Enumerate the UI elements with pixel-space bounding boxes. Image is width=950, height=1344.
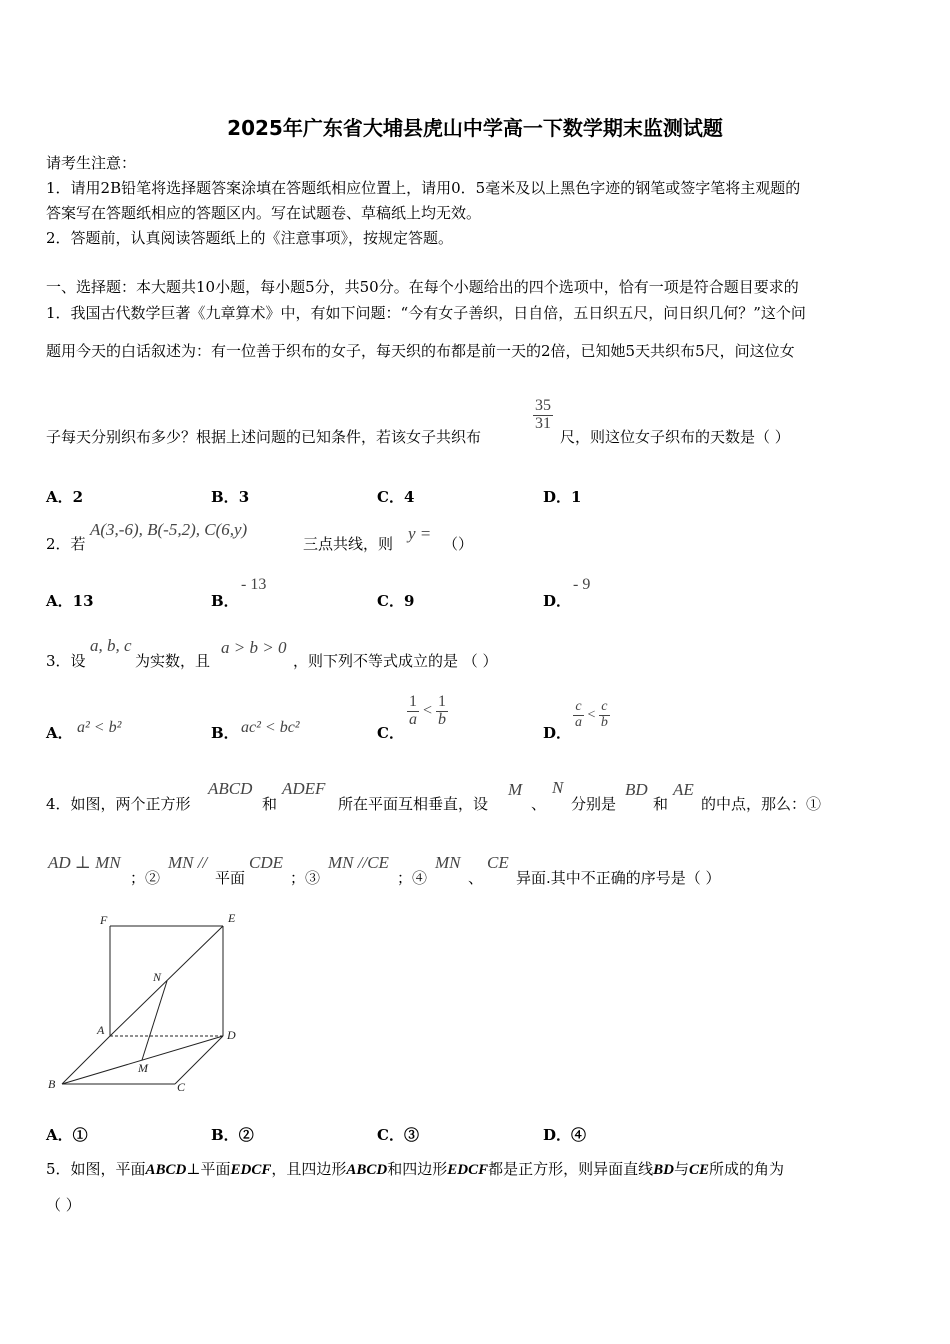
- q3-option-a[interactable]: A．: [46, 724, 73, 742]
- q3-math-abc: a, b, c: [90, 636, 132, 655]
- q2-mid: 三点共线，则: [303, 535, 394, 553]
- q4-figure: [40, 905, 250, 1100]
- q1-line3-post: 尺，则这位女子织布的天数是（ ）: [560, 428, 790, 446]
- q4-s3-post: ；④: [397, 869, 428, 887]
- notice-item2: 2．答题前，认真阅读答题纸上的《注意事项》，按规定答题。: [46, 229, 454, 247]
- q4-sep: 、: [531, 795, 547, 813]
- q2-option-c[interactable]: C．9: [377, 592, 415, 610]
- label-D: D: [227, 1028, 236, 1042]
- q4-mid1: 所在平面互相垂直，设: [338, 795, 489, 813]
- q4-s3: MN //CE: [328, 853, 389, 872]
- label-E: E: [228, 911, 236, 925]
- q3-post: ，则下列不等式成立的是 （ ）: [293, 652, 498, 670]
- page-title: 2025年广东省大埔县虎山中学高一下数学期末监测试题: [227, 116, 723, 140]
- q2-option-d[interactable]: D．: [543, 592, 572, 610]
- q3-option-b-value: ac² < bc²: [241, 719, 300, 736]
- notice-heading: 请考生注意：: [46, 154, 137, 172]
- fraction-denominator: 31: [535, 414, 551, 432]
- q4-M: M: [508, 780, 523, 799]
- q4-and1: 和: [262, 795, 278, 813]
- q4-s1-post: ；②: [130, 869, 161, 887]
- q2-math-y: y =: [408, 524, 432, 543]
- q4-N: N: [552, 778, 564, 797]
- q3-option-c-value: $\frac{1}{a}$ < $\frac{1}{b}$: [409, 693, 447, 728]
- q4-option-b[interactable]: B．②: [211, 1126, 254, 1144]
- q1-option-d[interactable]: D．1: [543, 488, 582, 506]
- q4-s4-sep: 、: [468, 869, 484, 887]
- q4-s4b: CE: [487, 853, 509, 872]
- q4-sq1: ABCD: [208, 779, 253, 798]
- q1-fraction: [533, 398, 553, 433]
- q4-and2: 和: [653, 795, 669, 813]
- q3-option-c[interactable]: C．: [377, 724, 404, 742]
- fraction-35-31: [533, 398, 553, 433]
- q4-AE: AE: [673, 780, 694, 799]
- q3-option-a-value: a² < b²: [77, 719, 122, 736]
- q2-option-d-value: - 9: [573, 576, 591, 593]
- label-A: A: [97, 1023, 105, 1037]
- q1-option-c[interactable]: C．4: [377, 488, 415, 506]
- notice-item1-line1: 1．请用2B铅笔将选择题答案涂填在答题纸相应位置上，请用0．5毫米及以上黑色字迹的钢笔或签字笔将主观题的: [46, 179, 801, 197]
- label-B: B: [48, 1077, 56, 1091]
- q4-pre: 4．如图，两个正方形: [46, 795, 191, 813]
- q1-line2: 题用今天的白话叙述为：有一位善于织布的女子，每天织的布都是前一天的2倍，已知她5天共织布5尺，问这位女: [46, 342, 795, 360]
- q2-option-a[interactable]: A．13: [46, 592, 94, 610]
- q4-s4-post: 异面.其中不正确的序号是（ ）: [516, 869, 721, 887]
- q1-option-a[interactable]: A．2: [46, 488, 84, 506]
- q2-option-b-value: - 13: [241, 576, 267, 593]
- label-N: N: [153, 970, 162, 984]
- label-F: F: [100, 913, 108, 927]
- q4-s4a: MN: [435, 853, 461, 872]
- fraction-numerator: 35: [535, 397, 551, 414]
- q3-option-b[interactable]: B．: [211, 724, 239, 742]
- q4-s2: MN //: [168, 853, 208, 872]
- q1-line3-pre: 子每天分别织布多少？根据上述问题的已知条件，若该女子共织布: [46, 428, 482, 446]
- q4-mid2: 分别是: [571, 795, 617, 813]
- q1-option-b[interactable]: B．3: [211, 488, 250, 506]
- q4-option-d[interactable]: D．④: [543, 1126, 587, 1144]
- q4-s2-plane: CDE: [249, 853, 283, 872]
- q5-line2: （ ）: [46, 1196, 81, 1214]
- q5-line1: 5．如图，平面ABCD⊥平面EDCF，且四边形ABCD和四边形EDCF都是正方形，则异面直线BD与CE所成的角为: [46, 1160, 785, 1178]
- q4-option-a[interactable]: A．①: [46, 1126, 88, 1144]
- label-C: C: [177, 1080, 186, 1094]
- notice-item1-line2: 答案写在答题纸相应的答题区内。写在试题卷、草稿纸上均无效。: [46, 204, 482, 222]
- q4-s1: AD ⊥ MN: [48, 853, 121, 872]
- q2-option-b[interactable]: B．: [211, 592, 239, 610]
- q3-num: 3．设: [46, 652, 86, 670]
- q3-math-ineq: a > b > 0: [221, 638, 287, 657]
- q3-mid: 为实数，且: [135, 652, 211, 670]
- q2-post: （）: [443, 535, 474, 553]
- q3-option-d[interactable]: D．: [543, 724, 572, 742]
- label-M: M: [138, 1061, 148, 1075]
- q1-line1: 1．我国古代数学巨著《九章算术》中，有如下问题：“今有女子善织，日自倍，五日织五尺，问日织几何？”这个问: [46, 304, 806, 322]
- q2-num: 2．若: [46, 535, 86, 553]
- q4-sq2: ADEF: [282, 779, 326, 798]
- q4-s2-post: 平面: [215, 869, 246, 887]
- q4-s2-end: ；③: [290, 869, 321, 887]
- section-heading: 一、选择题：本大题共10小题，每小题5分，共50分。在每个小题给出的四个选项中，恰有一项是符合题目要求的: [46, 278, 799, 296]
- q4-option-c[interactable]: C．③: [377, 1126, 419, 1144]
- q4-BD: BD: [625, 780, 648, 799]
- q3-option-d-value: $\frac{c}{a}$ < $\frac{c}{b}$: [575, 699, 608, 730]
- q4-post: 的中点，那么：①: [701, 795, 822, 813]
- q1-line3: [46, 426, 481, 447]
- q2-math-points: A(3,-6), B(-5,2), C(6,y): [90, 520, 248, 539]
